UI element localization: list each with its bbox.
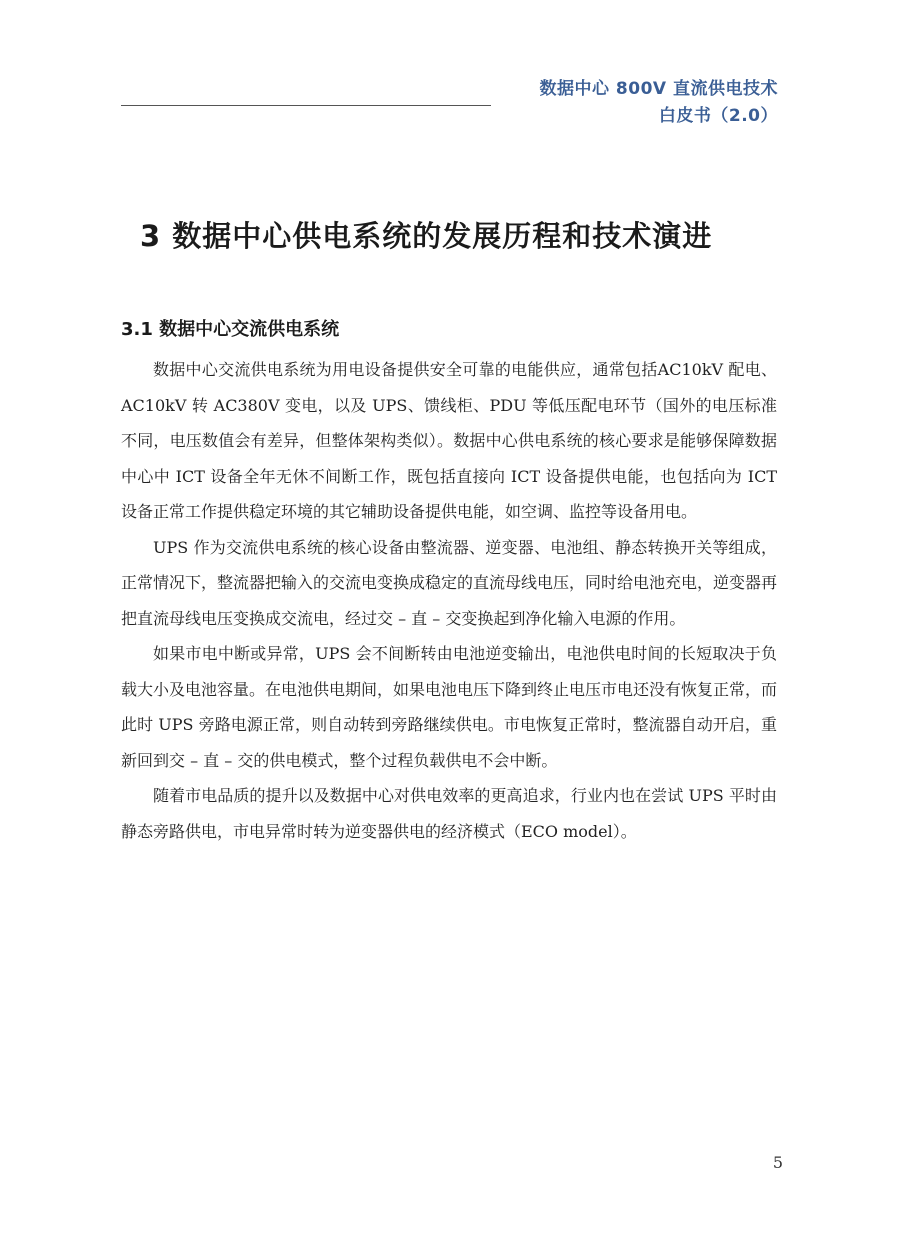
header-divider [121, 105, 491, 106]
paragraph: UPS 作为交流供电系统的核心设备由整流器、逆变器、电池组、静态转换开关等组成，正常情况下，整流器把输入的交流电变换成稳定的直流母线电压，同时给电池充电，逆变器再把直流母线电压变换成交流电，经过交 – 直 – 交变换起到净化输入电源的作用。 [121, 537, 778, 628]
paragraph: 随着市电品质的提升以及数据中心对供电效率的更高追求，行业内也在尝试 UPS 平时由静态旁路供电，市电异常时转为逆变器供电的经济模式（ECO model）。 [121, 786, 777, 841]
page-number: 5 [772, 1153, 783, 1172]
section-title: 3.1 数据中心交流供电系统 [121, 319, 340, 340]
chapter-title: 3 数据中心供电系统的发展历程和技术演进 [140, 219, 713, 253]
body-text [121, 352, 777, 849]
header-title-line2: 白皮书（2.0） [658, 106, 778, 126]
document-header [540, 76, 778, 130]
paragraph: 数据中心交流供电系统为用电设备提供安全可靠的电能供应，通常包括AC10kV 配电、AC10kV 转 AC380V 变电，以及 UPS、馈线柜、PDU 等低压配电环节（国外的电压标准不同，电压数值会有差异，但整体架构类似）。数据中心供电系统的核心要求是能够保障数据中心中 ICT 设备全年无休不间断工作，既包括直接向 ICT 设备提供电能，也包括向为 ICT 设备正常工作提供稳定环境的其它辅助设备提供电能，如空调、监控等设备用电。 [121, 360, 777, 521]
header-title-line1: 数据中心 800V 直流供电技术 [539, 79, 778, 99]
paragraph: 如果市电中断或异常，UPS 会不间断转由电池逆变输出，电池供电时间的长短取决于负载大小及电池容量。在电池供电期间，如果电池电压下降到终止电压市电还没有恢复正常，而此时 UPS 旁路电源正常，则自动转到旁路继续供电。市电恢复正常时，整流器自动开启，重新回到交 – 直 – 交的供电模式，整个过程负载供电不会中断。 [121, 644, 778, 770]
